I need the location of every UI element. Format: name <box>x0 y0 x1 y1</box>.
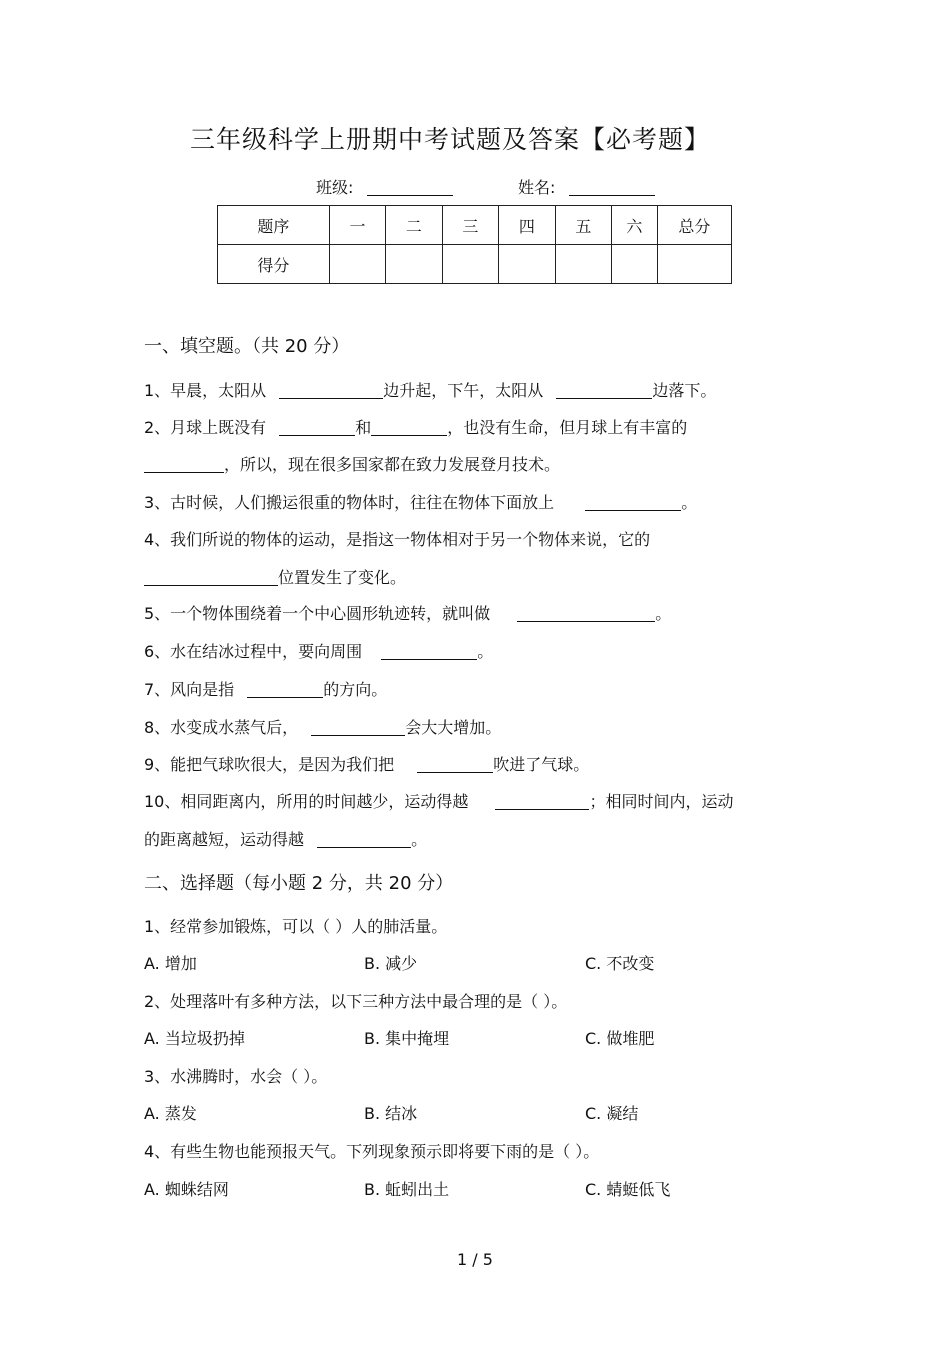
score-cell[interactable] <box>329 245 385 284</box>
score-cell[interactable] <box>386 245 442 284</box>
section2-heading: 二、选择题（每小题 2 分，共 20 分） <box>144 873 454 894</box>
question-text: ，所以，现在很多国家都在致力发展登月技术。 <box>224 455 561 474</box>
answer-blank[interactable] <box>585 495 681 511</box>
score-cell[interactable] <box>555 245 611 284</box>
choice-option-c[interactable]: C. 不改变 <box>585 954 655 973</box>
question-text: 的方向。 <box>323 680 388 699</box>
choice-option-b[interactable]: B. 蚯蚓出土 <box>364 1180 450 1199</box>
question-text: 8、水变成水蒸气后， <box>144 718 299 737</box>
fill-question-4 <box>144 527 650 550</box>
choice-question-3: 3、水沸腾时，水会（ ）。 <box>144 1067 328 1086</box>
class-blank <box>367 179 453 196</box>
name-field <box>518 175 655 198</box>
choice-question-2: 2、处理落叶有多种方法，以下三种方法中最合理的是（ ）。 <box>144 992 568 1011</box>
question-text: 边落下。 <box>652 381 717 400</box>
fill-question-7 <box>144 677 387 700</box>
class-field <box>316 175 453 198</box>
score-table-header-cell: 总分 <box>657 206 731 245</box>
answer-blank[interactable] <box>311 720 405 736</box>
answer-blank[interactable] <box>517 606 655 622</box>
choice-option-b[interactable]: B. 减少 <box>364 954 418 973</box>
fill-question-4-cont <box>144 565 406 588</box>
score-cell[interactable] <box>442 245 498 284</box>
question-text: 位置发生了变化。 <box>278 568 407 587</box>
fill-question-3 <box>144 490 697 513</box>
answer-blank[interactable] <box>495 794 589 810</box>
name-blank <box>569 179 655 196</box>
answer-blank[interactable] <box>144 457 224 473</box>
choice-option-a[interactable]: A. 蒸发 <box>144 1104 197 1123</box>
question-text: 9、能把气球吹很大，是因为我们把 <box>144 755 395 774</box>
question-text: 10、相同距离内，所用的时间越少，运动得越 <box>144 792 469 811</box>
choice-option-a[interactable]: A. 当垃圾扔掉 <box>144 1029 245 1048</box>
fill-question-2-cont <box>144 452 560 475</box>
question-text: 边升起，下午，太阳从 <box>383 381 544 400</box>
score-cell[interactable] <box>612 245 658 284</box>
question-text: ，也没有生命，但月球上有丰富的 <box>447 418 688 437</box>
score-table <box>217 205 732 284</box>
answer-blank[interactable] <box>247 682 323 698</box>
score-table-header-cell: 六 <box>612 206 658 245</box>
question-text: 1、早晨，太阳从 <box>144 381 267 400</box>
question-text: ；相同时间内，运动 <box>589 792 734 811</box>
fill-question-5 <box>144 601 671 624</box>
score-table-score-row <box>218 245 732 284</box>
section1-heading: 一、填空题。（共 20 分） <box>144 336 350 357</box>
fill-question-6 <box>144 639 493 662</box>
choice-question-1: 1、经常参加锻炼，可以（ ）人的肺活量。 <box>144 917 448 936</box>
question-text: 4、我们所说的物体的运动，是指这一物体相对于另一个物体来说，它的 <box>144 530 651 549</box>
answer-blank[interactable] <box>556 383 652 399</box>
question-text: 和 <box>355 418 372 437</box>
question-text: 5、一个物体围绕着一个中心圆形轨迹转，就叫做 <box>144 604 491 623</box>
question-text: 2、月球上既没有 <box>144 418 267 437</box>
choice-option-c[interactable]: C. 蜻蜓低飞 <box>585 1180 671 1199</box>
choice-question-4: 4、有些生物也能预报天气。下列现象预示即将要下雨的是（ ）。 <box>144 1142 600 1161</box>
question-text: 。 <box>681 493 698 512</box>
answer-blank[interactable] <box>417 757 493 773</box>
page-title: 三年级科学上册期中考试题及答案【必考题】 <box>189 125 710 154</box>
choice-option-a[interactable]: A. 蜘蛛结网 <box>144 1180 229 1199</box>
fill-question-8 <box>144 715 501 738</box>
score-table-header-cell: 一 <box>329 206 385 245</box>
answer-blank[interactable] <box>381 644 477 660</box>
score-table-header-cell: 二 <box>386 206 442 245</box>
score-table-header-cell: 五 <box>555 206 611 245</box>
question-text: 。 <box>411 830 428 849</box>
question-text: 。 <box>655 604 672 623</box>
answer-blank[interactable] <box>279 420 355 436</box>
answer-blank[interactable] <box>371 420 447 436</box>
answer-blank[interactable] <box>279 383 383 399</box>
question-text: 3、古时候，人们搬运很重的物体时，往往在物体下面放上 <box>144 493 555 512</box>
fill-question-1 <box>144 378 716 401</box>
score-table-header-cell: 题序 <box>218 206 330 245</box>
choice-option-a[interactable]: A. 增加 <box>144 954 197 973</box>
fill-question-2 <box>144 415 687 438</box>
score-table-header-row <box>218 206 732 245</box>
question-text: 7、风向是指 <box>144 680 235 699</box>
score-cell[interactable] <box>657 245 731 284</box>
score-table-header-cell: 三 <box>442 206 498 245</box>
score-cell[interactable] <box>499 245 555 284</box>
choice-option-b[interactable]: B. 结冰 <box>364 1104 418 1123</box>
answer-blank[interactable] <box>144 570 278 586</box>
page-number: 1 / 5 <box>457 1250 493 1269</box>
choice-option-b[interactable]: B. 集中掩埋 <box>364 1029 450 1048</box>
question-text: 。 <box>477 642 494 661</box>
choice-option-c[interactable]: C. 凝结 <box>585 1104 639 1123</box>
fill-question-9 <box>144 752 589 775</box>
question-text: 会大大增加。 <box>405 718 502 737</box>
question-text: 的距离越短，运动得越 <box>144 830 305 849</box>
question-text: 6、水在结冰过程中，要向周围 <box>144 642 363 661</box>
name-label: 姓名: <box>518 178 556 197</box>
fill-question-10-cont <box>144 827 427 850</box>
choice-option-c[interactable]: C. 做堆肥 <box>585 1029 655 1048</box>
score-table-header-cell: 四 <box>499 206 555 245</box>
question-text: 吹进了气球。 <box>493 755 590 774</box>
fill-question-10 <box>144 789 733 812</box>
score-row-label: 得分 <box>218 245 330 284</box>
answer-blank[interactable] <box>317 832 411 848</box>
class-label: 班级: <box>316 178 354 197</box>
